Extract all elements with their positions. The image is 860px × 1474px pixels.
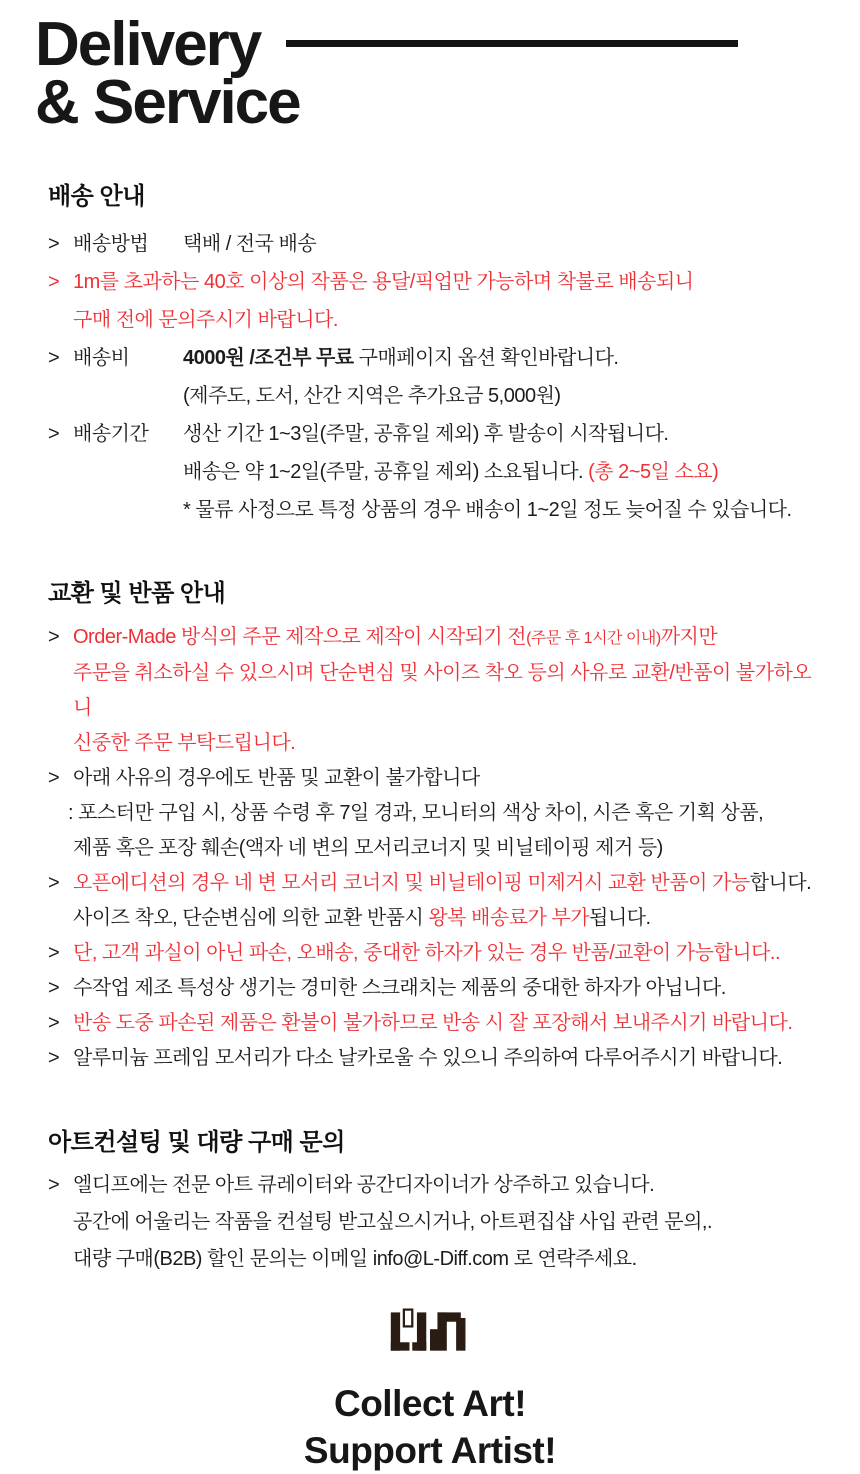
bullet-arrow-icon: >	[48, 977, 60, 999]
page-header	[35, 10, 860, 137]
exchange-line3: 신중한 주문 부탁드립니다.	[73, 732, 296, 754]
exchange-line12-text: 알루미늄 프레임 모서리가 다소 날카로울 수 있으니 주의하여 다루어주시기 바랍니다.	[73, 1047, 783, 1069]
exchange-section	[48, 573, 824, 1076]
exchange-line8-red: 왕복 배송료가 부가	[428, 907, 590, 929]
exchange-line7-black: 합니다.	[749, 872, 812, 894]
shipping-fee-line1	[183, 339, 824, 377]
bullet-arrow-icon: >	[48, 1012, 60, 1034]
consulting-line1-text: 엘디프에는 전문 아트 큐레이터와 공간디자이너가 상주하고 있습니다.	[73, 1174, 655, 1196]
exchange-line1	[48, 620, 824, 656]
bullet-arrow-icon: >	[48, 347, 60, 369]
slogan-line2: Support Artist!	[303, 1430, 557, 1471]
title-row-1	[35, 10, 860, 79]
exchange-line9	[48, 936, 824, 971]
exchange-line1-small: (주문 후 1시간 이내)	[526, 630, 661, 647]
shipping-fee-label	[48, 339, 183, 415]
shipping-fee-label-text: 배송비	[73, 347, 130, 369]
exchange-line4-text: 아래 사유의 경우에도 반품 및 교환이 불가합니다	[73, 767, 480, 789]
shipping-oversize-line1	[48, 263, 824, 301]
consulting-line2: 공간에 어울리는 작품을 컨설팅 받고싶으시거나, 아트편집샵 사입 관련 문의,.	[73, 1211, 713, 1233]
title-horizontal-rule	[286, 40, 738, 47]
shipping-period-row	[48, 415, 824, 529]
exchange-lines	[48, 620, 824, 1076]
shipping-period-label	[48, 415, 183, 529]
exchange-line7-red: 오픈에디션의 경우 네 변 모서리 코너지 및 비닐테이핑 미제거시 교환 반품이 가능	[73, 872, 750, 894]
consulting-lines	[48, 1167, 824, 1278]
shipping-period-label-text: 배송기간	[73, 423, 149, 445]
bullet-arrow-icon: >	[48, 767, 60, 789]
exchange-line8-black2: 됩니다.	[589, 907, 651, 929]
exchange-line10-text: 수작업 제조 특성상 생기는 경미한 스크래치는 제품의 중대한 하자가 아닙니다.	[73, 977, 726, 999]
exchange-line7	[48, 866, 824, 901]
exchange-line2: 주문을 취소하실 수 있으시며 단순변심 및 사이즈 착오 등의 사유로 교환/반품이 불가하오니	[73, 662, 812, 719]
consulting-line1	[48, 1167, 824, 1204]
shipping-section	[48, 176, 824, 529]
bullet-arrow-icon: >	[48, 1047, 60, 1069]
exchange-line10	[48, 971, 824, 1006]
bullet-arrow-icon: >	[48, 423, 60, 445]
l-diff-logo-icon	[382, 1304, 478, 1360]
shipping-method-row	[48, 225, 824, 263]
page-title-line2: & Service	[35, 68, 300, 137]
exchange-line7-text	[73, 866, 811, 901]
shipping-method-label	[48, 225, 183, 263]
bullet-arrow-icon: >	[48, 233, 60, 255]
exchange-line1-text	[73, 620, 717, 656]
shipping-fee-note: (제주도, 도서, 산간 지역은 추가요금 5,000원)	[183, 385, 561, 407]
shipping-oversize-text1: 1m를 초과하는 40호 이상의 작품은 용달/픽업만 가능하며 착불로 배송되니	[73, 271, 694, 293]
exchange-heading: 교환 및 반품 안내	[48, 580, 226, 607]
bullet-arrow-icon: >	[48, 271, 60, 293]
slogan-line1: Collect Art!	[333, 1383, 527, 1424]
exchange-line11	[48, 1006, 824, 1041]
bullet-arrow-icon: >	[48, 1174, 60, 1196]
footer	[0, 1304, 860, 1474]
bullet-arrow-icon: >	[48, 626, 60, 648]
exchange-line8-black1: 사이즈 착오, 단순변심에 의한 교환 반품시	[73, 907, 429, 929]
shipping-fee-rest: 구매페이지 옵션 확인바랍니다.	[353, 347, 619, 369]
shipping-period-line1: 생산 기간 1~3일(주말, 공휴일 제외) 후 발송이 시작됩니다.	[183, 423, 669, 445]
shipping-period-line2-red: (총 2~5일 소요)	[588, 461, 719, 483]
exchange-line4	[48, 761, 824, 796]
consulting-heading: 아트컨설팅 및 대량 구매 문의	[48, 1129, 345, 1156]
consulting-line3: 대량 구매(B2B) 할인 문의는 이메일 info@L-Diff.com 로 연락주세요.	[73, 1248, 637, 1270]
exchange-line5: : 포스터만 구입 시, 상품 수령 후 7일 경과, 모니터의 색상 차이, 시즌 혹은 기획 상품,	[68, 802, 764, 824]
shipping-heading: 배송 안내	[48, 183, 145, 210]
shipping-fee-value	[183, 339, 824, 415]
exchange-line9-text: 단, 고객 과실이 아닌 파손, 오배송, 중대한 하자가 있는 경우 반품/교환이 가능합니다..	[73, 942, 781, 964]
page-title-line1: Delivery	[35, 10, 261, 79]
bullet-arrow-icon: >	[48, 872, 60, 894]
footer-slogan	[0, 1380, 860, 1474]
shipping-method-value: 택배 / 전국 배송	[183, 233, 317, 255]
shipping-fee-bold: 4000원 /조건부 무료	[183, 347, 354, 369]
exchange-line6: 제품 혹은 포장 훼손(액자 네 변의 모서리코너지 및 비닐테이핑 제거 등)	[73, 837, 663, 859]
exchange-line1-red2: 까지만	[660, 626, 718, 648]
shipping-fee-row	[48, 339, 824, 415]
shipping-period-line2-black: 배송은 약 1~2일(주말, 공휴일 제외) 소요됩니다.	[183, 461, 589, 483]
consulting-section	[48, 1122, 824, 1278]
shipping-method-label-text: 배송방법	[73, 233, 149, 255]
shipping-period-line2	[183, 453, 824, 491]
shipping-oversize-line2: 구매 전에 문의주시기 바랍니다.	[73, 309, 338, 331]
bullet-arrow-icon: >	[48, 942, 60, 964]
exchange-line11-text: 반송 도중 파손된 제품은 환불이 불가하므로 반송 시 잘 포장해서 보내주시기 바랍니다.	[73, 1012, 793, 1034]
exchange-line1-red1: Order-Made 방식의 주문 제작으로 제작이 시작되기 전	[73, 626, 527, 648]
exchange-line12	[48, 1041, 824, 1076]
shipping-period-line3: * 물류 사정으로 특정 상품의 경우 배송이 1~2일 정도 늦어질 수 있습니다.	[183, 499, 792, 521]
logo-wrap	[0, 1304, 860, 1360]
exchange-line8	[48, 901, 824, 936]
shipping-lines	[48, 225, 824, 529]
shipping-period-value	[183, 415, 824, 529]
